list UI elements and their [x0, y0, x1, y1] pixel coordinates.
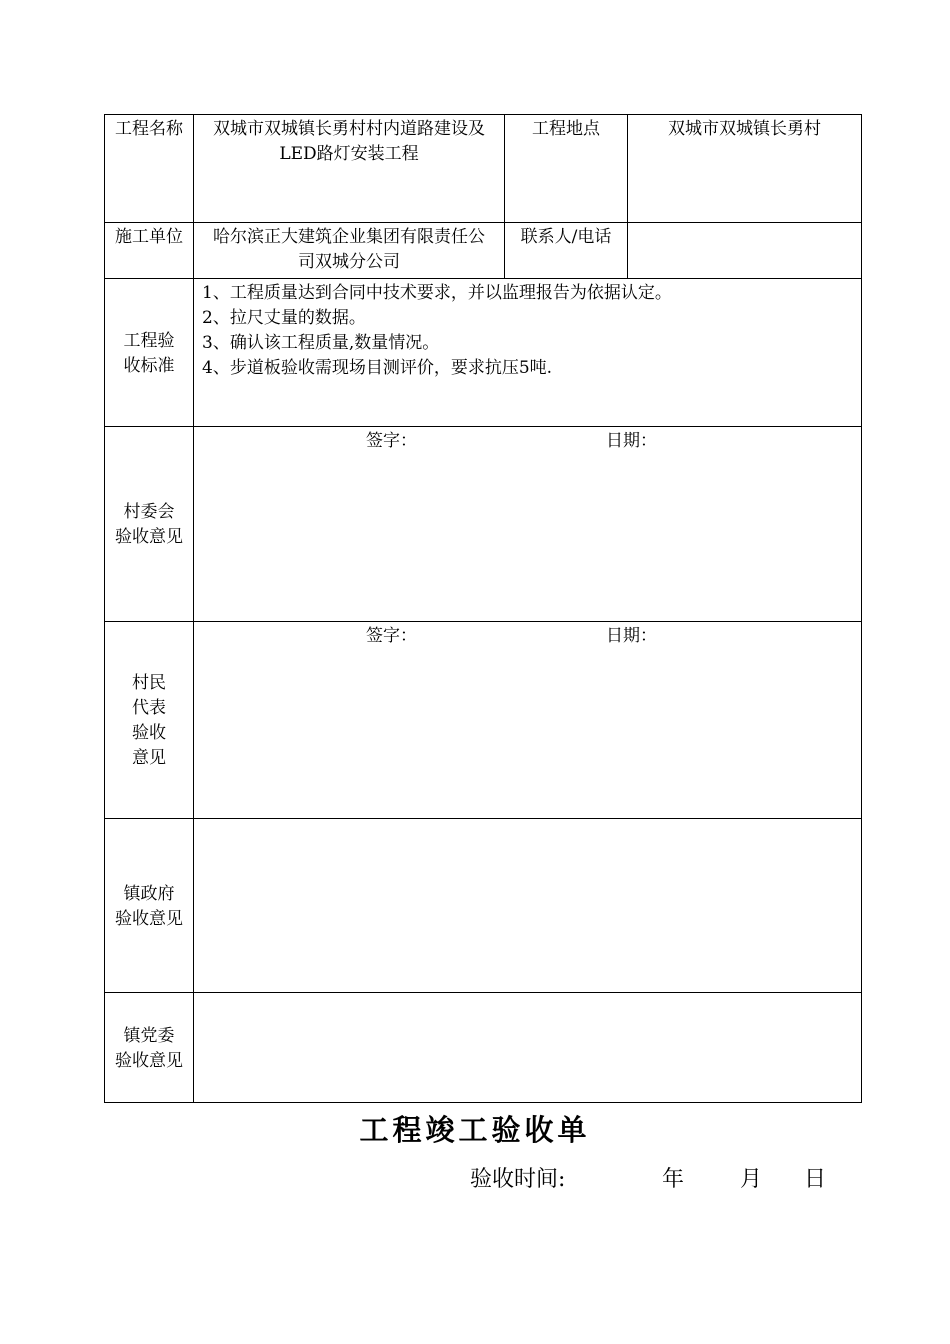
project-location-value: 双城市双城镇长勇村	[628, 115, 862, 223]
contractor-unit-value	[194, 223, 505, 279]
date-label: 日期：	[606, 626, 657, 646]
village-committee-label-line1: 村委会	[123, 502, 175, 522]
villager-rep-label	[105, 622, 194, 819]
contractor-unit-line2: 司双城分公司	[298, 252, 400, 272]
contact-label: 联系人/电话	[505, 223, 628, 279]
villager-rep-label-line: 验收	[132, 723, 166, 743]
acceptance-month-label: 月	[740, 1167, 763, 1192]
villager-rep-label-line: 代表	[132, 698, 166, 718]
project-location-label: 工程地点	[505, 115, 628, 223]
town-gov-label-line2: 验收意见	[115, 908, 183, 929]
villager-rep-label-line: 意见	[132, 748, 166, 768]
acceptance-year-label: 年	[662, 1167, 685, 1192]
standards-item: 2、拉尺丈量的数据。	[202, 308, 366, 328]
project-name-line1: 双城市双城镇长勇村村内道路建设及	[213, 119, 485, 139]
signature-label: 签字：	[366, 431, 417, 451]
village-committee-row	[105, 427, 862, 622]
project-name-value	[194, 115, 505, 223]
standards-list	[194, 279, 862, 427]
project-name-label: 工程名称	[105, 115, 194, 223]
date-label: 日期：	[606, 431, 657, 451]
standards-label-line1: 工程验	[123, 330, 175, 351]
standards-item: 3、确认该工程质量,数量情况。	[202, 333, 440, 353]
village-committee-signature-line	[194, 427, 861, 455]
town-party-label	[105, 993, 194, 1103]
town-party-row	[105, 993, 862, 1103]
contractor-unit-line1: 哈尔滨正大建筑企业集团有限责任公	[213, 227, 485, 247]
town-party-label-line1: 镇党委	[123, 1025, 175, 1046]
villager-rep-label-line: 村民	[132, 673, 166, 693]
town-gov-label	[105, 819, 194, 993]
villager-rep-signature-line	[194, 622, 861, 650]
town-gov-label-line1: 镇政府	[123, 883, 175, 904]
town-party-label-line2: 验收意见	[115, 1050, 183, 1071]
town-gov-opinion[interactable]	[194, 819, 862, 993]
standards-item: 4、步道板验收需现场目测评价，要求抗压5吨.	[202, 358, 553, 378]
acceptance-form-table	[104, 114, 862, 1103]
acceptance-day-label: 日	[804, 1167, 827, 1192]
town-party-opinion[interactable]	[194, 993, 862, 1103]
standards-label-line2: 收标准	[123, 355, 175, 376]
contact-value	[628, 223, 862, 279]
acceptance-time-label: 验收时间:	[470, 1167, 566, 1192]
standards-label	[105, 279, 194, 427]
villager-rep-row	[105, 622, 862, 819]
contractor-row	[105, 223, 862, 279]
town-gov-row	[105, 819, 862, 993]
project-name-line2: LED路灯安装工程	[279, 144, 419, 164]
villager-rep-opinion[interactable]	[194, 622, 862, 819]
village-committee-label-line2: 验收意见	[115, 527, 183, 547]
contractor-unit-label: 施工单位	[105, 223, 194, 279]
village-committee-label	[105, 427, 194, 622]
standards-row	[105, 279, 862, 427]
project-row	[105, 115, 862, 223]
village-committee-opinion[interactable]	[194, 427, 862, 622]
signature-label: 签字：	[366, 626, 417, 646]
document-title: 工程竣工验收单	[359, 1113, 591, 1147]
standards-item: 1、工程质量达到合同中技术要求，并以监理报告为依据认定。	[202, 283, 672, 303]
